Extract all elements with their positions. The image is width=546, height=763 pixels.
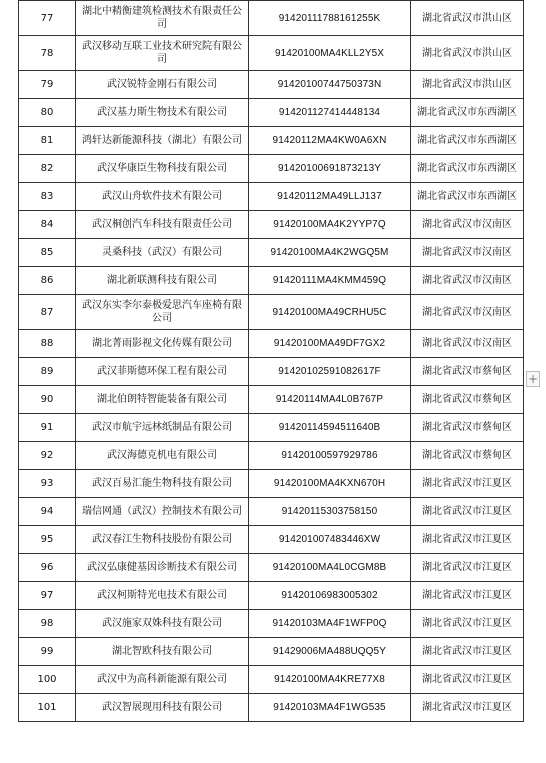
credit-code: 91420100MA4KXN670H <box>249 470 411 498</box>
company-address: 湖北省武汉市汉南区 <box>411 267 524 295</box>
table-row <box>19 498 524 526</box>
row-number: 87 <box>19 295 76 330</box>
table-row <box>19 211 524 239</box>
row-number: 86 <box>19 267 76 295</box>
row-number: 80 <box>19 99 76 127</box>
credit-code: 91420100MA4KLL2Y5X <box>249 36 411 71</box>
company-address: 湖北省武汉市汉南区 <box>411 239 524 267</box>
company-address: 湖北省武汉市洪山区 <box>411 36 524 71</box>
company-name: 武汉华康臣生物科技有限公司 <box>76 155 249 183</box>
row-number: 89 <box>19 358 76 386</box>
credit-code: 91420100MA49DF7GX2 <box>249 330 411 358</box>
company-address: 湖北省武汉市江夏区 <box>411 470 524 498</box>
row-number: 91 <box>19 414 76 442</box>
company-name: 湖北智欧科技有限公司 <box>76 638 249 666</box>
company-name: 武汉桐创汽车科技有限责任公司 <box>76 211 249 239</box>
company-name: 灵桑科技（武汉）有限公司 <box>76 239 249 267</box>
table-row <box>19 71 524 99</box>
credit-code: 91420100691873213Y <box>249 155 411 183</box>
enterprise-table <box>18 0 524 722</box>
company-name: 武汉百易汇能生物科技有限公司 <box>76 470 249 498</box>
table-row <box>19 414 524 442</box>
company-name: 武汉智展现用科技有限公司 <box>76 694 249 722</box>
company-name: 武汉弘康健基因诊断技术有限公司 <box>76 554 249 582</box>
credit-code: 91429006MA488UQQ5Y <box>249 638 411 666</box>
credit-code: 91420102591082617F <box>249 358 411 386</box>
document-page <box>18 0 524 722</box>
company-address: 湖北省武汉市汉南区 <box>411 295 524 330</box>
company-name: 武汉市航宇远林纸制品有限公司 <box>76 414 249 442</box>
credit-code: 91420106983005302 <box>249 582 411 610</box>
table-row <box>19 386 524 414</box>
credit-code: 91420100MA4L0CGM8B <box>249 554 411 582</box>
row-number: 84 <box>19 211 76 239</box>
row-number: 85 <box>19 239 76 267</box>
company-address: 湖北省武汉市江夏区 <box>411 610 524 638</box>
company-address: 湖北省武汉市蔡甸区 <box>411 414 524 442</box>
company-name: 武汉春江生物科技股份有限公司 <box>76 526 249 554</box>
company-name: 湖北菁雨影视文化传媒有限公司 <box>76 330 249 358</box>
credit-code: 91420111788161255K <box>249 1 411 36</box>
company-address: 湖北省武汉市汉南区 <box>411 211 524 239</box>
row-number: 78 <box>19 36 76 71</box>
company-address: 湖北省武汉市江夏区 <box>411 526 524 554</box>
table-row <box>19 183 524 211</box>
table-row <box>19 127 524 155</box>
company-address: 湖北省武汉市蔡甸区 <box>411 442 524 470</box>
credit-code: 91420100744750373N <box>249 71 411 99</box>
table-row <box>19 1 524 36</box>
table-row <box>19 155 524 183</box>
credit-code: 91420103MA4F1WG535 <box>249 694 411 722</box>
company-address: 湖北省武汉市东西湖区 <box>411 183 524 211</box>
row-number: 95 <box>19 526 76 554</box>
table-row <box>19 239 524 267</box>
table-row <box>19 638 524 666</box>
credit-code: 91420115303758150 <box>249 498 411 526</box>
table-row <box>19 694 524 722</box>
credit-code: 91420112MA49LLJ137 <box>249 183 411 211</box>
add-row-handle[interactable]: + <box>527 372 539 386</box>
row-number: 100 <box>19 666 76 694</box>
row-number: 101 <box>19 694 76 722</box>
credit-code: 91420100MA49CRHU5C <box>249 295 411 330</box>
company-name: 武汉菲斯德环保工程有限公司 <box>76 358 249 386</box>
table-row <box>19 526 524 554</box>
row-number: 88 <box>19 330 76 358</box>
credit-code: 914201007483446XW <box>249 526 411 554</box>
company-name: 湖北中精衡建筑检测技术有限责任公司 <box>76 1 249 36</box>
table-row <box>19 554 524 582</box>
company-name: 武汉海德克机电有限公司 <box>76 442 249 470</box>
table-body <box>19 1 524 722</box>
table-row <box>19 358 524 386</box>
company-address: 湖北省武汉市东西湖区 <box>411 127 524 155</box>
table-row <box>19 330 524 358</box>
company-address: 湖北省武汉市江夏区 <box>411 554 524 582</box>
row-number: 90 <box>19 386 76 414</box>
table-row <box>19 267 524 295</box>
row-number: 98 <box>19 610 76 638</box>
credit-code: 91420114MA4L0B767P <box>249 386 411 414</box>
row-number: 79 <box>19 71 76 99</box>
company-name: 武汉山舟软件技术有限公司 <box>76 183 249 211</box>
credit-code: 91420100597929786 <box>249 442 411 470</box>
row-number: 82 <box>19 155 76 183</box>
company-name: 湖北新联测科技有限公司 <box>76 267 249 295</box>
company-name: 武汉中为高科新能源有限公司 <box>76 666 249 694</box>
table-row <box>19 610 524 638</box>
row-number: 96 <box>19 554 76 582</box>
company-name: 武汉移动互联工业技术研究院有限公司 <box>76 36 249 71</box>
company-address: 湖北省武汉市东西湖区 <box>411 99 524 127</box>
credit-code: 91420111MA4KMM459Q <box>249 267 411 295</box>
company-address: 湖北省武汉市洪山区 <box>411 71 524 99</box>
table-row <box>19 295 524 330</box>
company-address: 湖北省武汉市江夏区 <box>411 498 524 526</box>
row-number: 99 <box>19 638 76 666</box>
company-name: 武汉东实李尔泰极爱思汽车座椅有限公司 <box>76 295 249 330</box>
company-address: 湖北省武汉市汉南区 <box>411 330 524 358</box>
credit-code: 91420100MA4K2WGQ5M <box>249 239 411 267</box>
table-row <box>19 666 524 694</box>
row-number: 93 <box>19 470 76 498</box>
company-name: 武汉施家双姝科技有限公司 <box>76 610 249 638</box>
credit-code: 91420112MA4KW0A6XN <box>249 127 411 155</box>
table-row <box>19 470 524 498</box>
company-name: 湖北伯朗特智能装备有限公司 <box>76 386 249 414</box>
company-address: 湖北省武汉市蔡甸区 <box>411 358 524 386</box>
company-address: 湖北省武汉市江夏区 <box>411 582 524 610</box>
company-address: 湖北省武汉市洪山区 <box>411 1 524 36</box>
table-row <box>19 36 524 71</box>
company-name: 武汉基力斯生物技术有限公司 <box>76 99 249 127</box>
row-number: 92 <box>19 442 76 470</box>
company-name: 武汉锐特金刚石有限公司 <box>76 71 249 99</box>
credit-code: 91420114594511640B <box>249 414 411 442</box>
company-address: 湖北省武汉市东西湖区 <box>411 155 524 183</box>
row-number: 83 <box>19 183 76 211</box>
credit-code: 91420103MA4F1WFP0Q <box>249 610 411 638</box>
row-number: 97 <box>19 582 76 610</box>
company-address: 湖北省武汉市江夏区 <box>411 666 524 694</box>
company-name: 瑞信网通（武汉）控制技术有限公司 <box>76 498 249 526</box>
company-name: 武汉柯斯特光电技术有限公司 <box>76 582 249 610</box>
table-row <box>19 442 524 470</box>
table-row <box>19 582 524 610</box>
credit-code: 91420100MA4KRE77X8 <box>249 666 411 694</box>
credit-code: 914201127414448134 <box>249 99 411 127</box>
table-row <box>19 99 524 127</box>
company-name: 鸿轩达新能源科技（湖北）有限公司 <box>76 127 249 155</box>
row-number: 94 <box>19 498 76 526</box>
company-address: 湖北省武汉市江夏区 <box>411 694 524 722</box>
credit-code: 91420100MA4K2YYP7Q <box>249 211 411 239</box>
company-address: 湖北省武汉市江夏区 <box>411 638 524 666</box>
row-number: 77 <box>19 1 76 36</box>
row-number: 81 <box>19 127 76 155</box>
company-address: 湖北省武汉市蔡甸区 <box>411 386 524 414</box>
